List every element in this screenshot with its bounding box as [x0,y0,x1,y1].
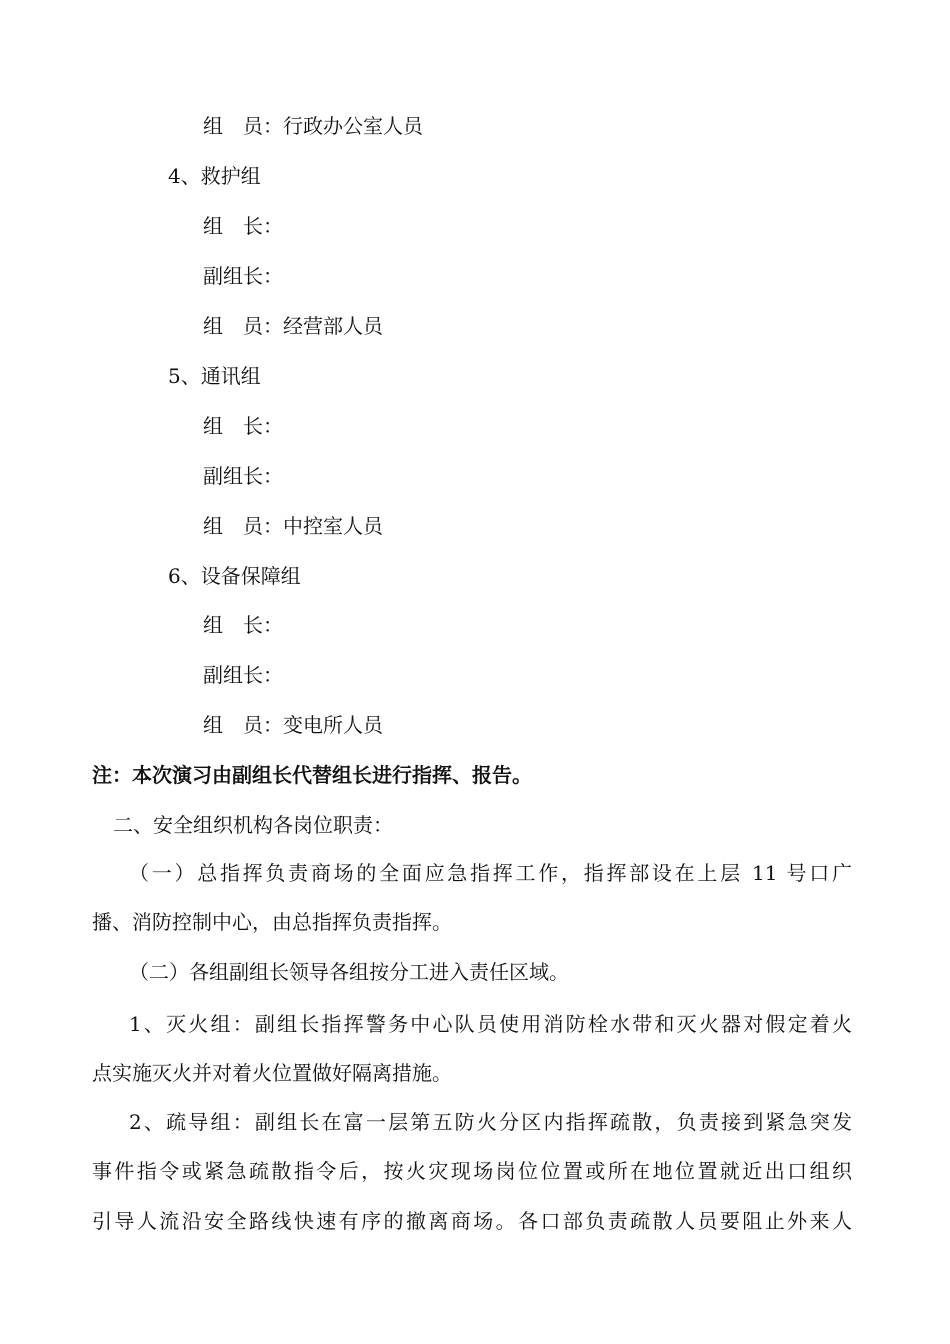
group6-member-line: 组 员：变电所人员 [203,713,383,737]
item2-line1: 2、疏导组：副组长在富一层第五防火分区内指挥疏散，负责接到紧急突发 [129,1110,852,1134]
para1-line2: 播、消防控制中心，由总指挥负责指挥。 [92,910,452,934]
group4-deputy-line: 副组长： [203,264,283,288]
item2-line3: 引导人流沿安全路线快速有序的撤离商场。各口部负责疏散人员要阻止外来人 [92,1209,852,1233]
group4-leader-line: 组 长： [203,214,283,238]
group4-member-line: 组 员：经营部人员 [203,314,383,338]
group5-member-line: 组 员：中控室人员 [203,514,383,538]
group3-member-line: 组 员：行政办公室人员 [203,114,423,138]
group5-title: 5、通讯组 [168,364,261,388]
group6-leader-line: 组 长： [203,613,283,637]
group4-title: 4、救护组 [168,164,261,188]
para2: （二）各组副组长领导各组按分工进入责任区域。 [129,960,569,984]
item1-line1: 1、灭火组：副组长指挥警务中心队员使用消防栓水带和灭火器对假定着火 [129,1012,852,1036]
group6-title: 6、设备保障组 [168,564,301,588]
item2-line2: 事件指令或紧急疏散指令后，按火灾现场岗位位置或所在地位置就近出口组织 [92,1159,852,1183]
group5-deputy-line: 副组长： [203,464,283,488]
drill-note: 注：本次演习由副组长代替组长进行指挥、报告。 [92,763,532,787]
section2-heading: 二、安全组织机构各岗位职责： [113,813,393,837]
para1-line1: （一）总指挥负责商场的全面应急指挥工作，指挥部设在上层 11 号口广 [129,861,852,885]
group5-leader-line: 组 长： [203,414,283,438]
group6-deputy-line: 副组长： [203,663,283,687]
item1-line2: 点实施灭火并对着火位置做好隔离措施。 [92,1061,452,1085]
